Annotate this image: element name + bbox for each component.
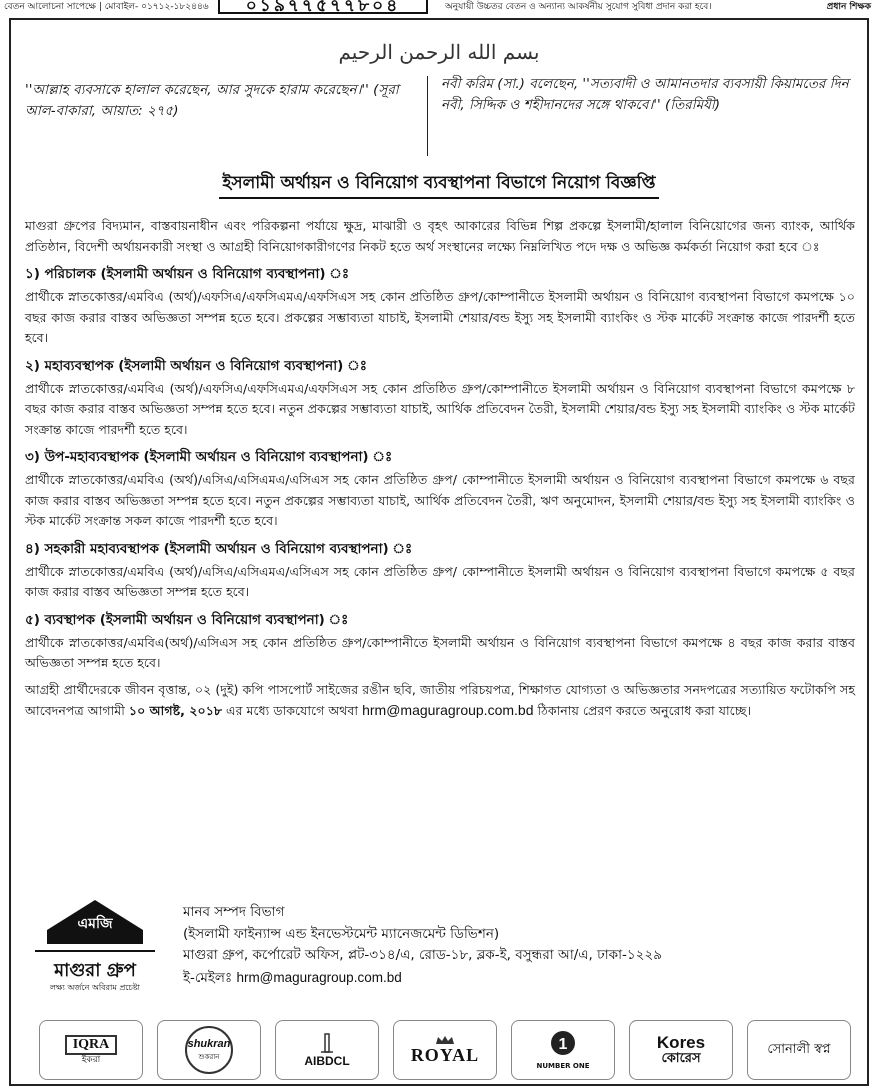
salary-benefit-note: অনুযায়ী উচ্চতর বেতন ও অন্যান্য আকর্ষনীয় সুযোগ সুবিধা প্রদান করা হবে। <box>445 2 712 12</box>
minaret-icon <box>319 1032 335 1054</box>
brand-iqra-sub: ইকরা <box>81 1054 101 1065</box>
brand-royal <box>393 1020 497 1080</box>
application-paragraph <box>25 680 855 722</box>
position-4-heading: ৪) সহকারী মহাব্যবস্থাপক (ইসলামী অর্থায়ন ও বিনিয়োগ ব্যবস্থাপনা) ঃ <box>25 540 413 557</box>
signatory-label: প্রধান শিক্ষক <box>826 2 871 12</box>
brand-iqra-name: IQRA <box>65 1035 118 1055</box>
position-1-heading: ১) পরিচালক (ইসলামী অর্থায়ন ও বিনিয়োগ ব্যবস্থাপনা) ঃ <box>25 266 350 282</box>
svg-text:1: 1 <box>558 1035 568 1053</box>
brand-kores-sub: কোরেস <box>661 1050 701 1065</box>
salary-contact-note: বেতন আলোচনা সাপেক্ষে | মোবাইল- ০১৭১২-১৮২৪৪৬ <box>4 2 209 12</box>
application-email-link[interactable]: hrm@maguragroup.com.bd <box>362 702 534 718</box>
brand-logo-row <box>39 1020 851 1082</box>
position-2-heading: ২) মহাব্যবস্থাপক (ইসলামী অর্থায়ন ও বিনিয়োগ ব্যবস্থাপনা) ঃ <box>25 357 367 374</box>
advertisement-frame <box>9 18 869 1086</box>
brand-number-one <box>511 1020 615 1080</box>
brand-kores-name: Kores <box>656 1033 706 1052</box>
position-1-text: প্রার্থীকে স্নাতকোত্তর/এমবিএ (অর্থ)/এফসিএ/এফসিএমএ/এফসিএস সহ কোন প্রতিষ্ঠিত গ্রুপ/কোম্পানীতে ইসলামী অর্থায়ন ও বিনিয়োগ ব্যবস্থাপনা বিভাগে কমপক্ষে ১০ বছর কাজ করার বাস্তব অভিজ্ঞতা সম্পন্ন হতে হবে। প্রকল্পের সম্ভাব্যতা যাচাই, ইসলামী শেয়ার/বন্ড ইস্যু সহ ইসলামী ব্যাংকিং ও স্টক মার্কেট সংক্রান্ত কাজে পারদর্শী হতে হবে। <box>25 289 855 345</box>
position-5-heading: ৫) ব্যবস্থাপক (ইসলামী অর্থায়ন ও বিনিয়োগ ব্যবস্থাপনা) ঃ <box>25 611 349 628</box>
position-2-text: প্রার্থীকে স্নাতকোত্তর/এমবিএ (অর্থ)/এফসিএ/এফসিএমএ/এফসিএস সহ কোন প্রতিষ্ঠিত গ্রুপ/কোম্পানীতে ইসলামী অর্থায়ন ও বিনিয়োগ ব্যবস্থাপনা বিভাগে কমপক্ষে ৮ বছর কাজ করার বাস্তব অভিজ্ঞতা সম্পন্ন হতে হবে। নতুন প্রকল্পের সম্ভাব্যতা যাচাই, আর্থিক প্রতিবেদন তৈরী, ইসলামী শেয়ার/বন্ড ইস্যু সহ ইসলামী ব্যাংকিং ও স্টক মার্কেট সংক্রান্ত কাজে পারদর্শী হতে হবে। <box>25 380 855 437</box>
logo-company-name: মাগুরা গ্রুপ <box>35 950 155 987</box>
logo-badge-text: এমজি <box>77 916 113 932</box>
brand-iqra <box>39 1020 143 1080</box>
number-one-icon <box>550 1029 576 1061</box>
contact-address: মাগুরা গ্রুপ, কর্পোরেট অফিস, প্লট-৩১৪/এ, রোড-১৮, ব্লক-ই, বসুন্ধরা আ/এ, ঢাকা-১২২৯ <box>183 947 662 963</box>
position-3-heading: ৩) উপ-মহাব্যবস্থাপক (ইসলামী অর্থায়ন ও বিনিয়োগ ব্যবস্থাপনা) ঃ <box>25 449 393 465</box>
notice-title: ইসলামী অর্থায়ন ও বিনিয়োগ ব্যবস্থাপনা বিভাগে নিয়োগ বিজ্ঞপ্তি <box>219 172 660 199</box>
header-strip <box>0 0 879 14</box>
application-text-end: ঠিকানায় প্রেরণ করতে অনুরোধ করা যাচ্ছে। <box>533 703 752 718</box>
contact-email-link[interactable]: hrm@maguragroup.com.bd <box>236 969 402 985</box>
phone-number-box: ০১৯৭৭৫৭৭৮০৪ <box>218 0 428 14</box>
brand-shukran-emblem <box>185 1026 233 1074</box>
brand-royal-name: ROYAL <box>410 1044 480 1065</box>
brand-aibdcl-name: AIBDCL <box>304 1053 350 1068</box>
notice-body <box>25 216 855 728</box>
contact-email-label: ই-মেইলঃ <box>183 969 237 986</box>
notice-title-wrapper <box>11 172 867 199</box>
contact-email-line <box>183 967 863 990</box>
quran-quote: ''আল্লাহ ব্যবসাকে হালাল করেছেন, আর সুদকে হারাম করেছেন।'' (সূরা আল-বাকারা, আয়াত: ২৭৫) <box>25 82 399 119</box>
position-5-text: প্রার্থীকে স্নাতকোত্তর/এমবিএ(অর্থ)/এসিএস সহ কোন প্রতিষ্ঠিত গ্রুপ/কোম্পানীতে ইসলামী অর্থায়ন ও বিনিয়োগ ব্যবস্থাপনা বিভাগে কমপক্ষে ৪ বছর কাজ করার বাস্তব অভিজ্ঞতা সম্পন্ন হতে হবে। <box>25 634 855 670</box>
intro-paragraph: মাগুরা গ্রুপের বিদ্যমান, বাস্তবায়নাধীন এবং পরিকল্পনা পর্যায়ে ক্ষুদ্র, মাঝারী ও বৃহৎ আকারের বিভিন্ন শিল্প প্রকল্পে ইসলামী/হালাল বিনিয়োগের জন্য ব্যাংক, আর্থিক প্রতিষ্ঠান, বিদেশী অর্থায়নকারী সংস্থা ও আগ্রহী বিনিয়োগকারীগণের নিকট হতে অর্থ সংস্থানের লক্ষ্যে নিম্নলিখিত পদে দক্ষ ও অভিজ্ঞ কর্মকর্তা নিয়োগ করা হবে ঃ <box>25 218 855 254</box>
contact-department: মানব সম্পদ বিভাগ <box>183 904 285 920</box>
position-3-text: প্রার্থীকে স্নাতকোত্তর/এমবিএ (অর্থ)/এসিএ/এসিএমএ/এসিএস সহ কোন প্রতিষ্ঠিত গ্রুপ/ কোম্পানীতে ইসলামী অর্থায়ন ও বিনিয়োগ ব্যবস্থাপনা বিভাগে কমপক্ষে ৬ বছর কাজ করার বাস্তব অভিজ্ঞতা সম্পন্ন হতে হবে। নতুন প্রকল্পের সম্ভাব্যতা যাচাই, আর্থিক প্রতিবেদন তৈরী, ঋণ অনুমোদন, ইসলামী শেয়ার/বন্ড ইস্যু সহ ইসলামী ব্যাংকিং ও স্টক মার্কেট সংক্রান্ত সকল কাজে পারদর্শী হতে হবে। <box>25 472 855 528</box>
quote-divider <box>427 76 428 156</box>
brand-shukran <box>157 1020 261 1080</box>
brand-aibdcl <box>275 1020 379 1080</box>
brand-sonali-swapno-name: সোনালী স্বপ্ন <box>767 1041 831 1057</box>
hadith-quote: নবী করিম (সা.) বলেছেন, ''সত্যবাদী ও আমানতদার ব্যবসায়ী কিয়ামতের দিন নবী, সিদ্দিক ও শহীদানদের সঙ্গে থাকবে।'' (তিরমিযী) <box>441 76 849 113</box>
brand-shukran-sub: শুকরান <box>198 1053 220 1061</box>
application-text-after: এর মধ্যে ডাকযোগে অথবা <box>222 703 363 718</box>
brand-sonali-swapno <box>747 1020 851 1080</box>
brand-shukran-name: shukran <box>187 1038 231 1050</box>
brand-number-one-name: NUMBER ONE <box>536 1061 590 1070</box>
logo-tagline: লক্ষ্য অর্জনে অবিরাম প্রচেষ্টা <box>50 983 140 992</box>
crown-icon <box>435 1035 455 1045</box>
position-4-text: প্রার্থীকে স্নাতকোত্তর/এমবিএ (অর্থ)/এসিএ/এসিএমএ/এসিএস সহ কোন প্রতিষ্ঠিত গ্রুপ/ কোম্পানীতে ইসলামী অর্থায়ন ও বিনিয়োগ ব্যবস্থাপনা বিভাগে কমপক্ষে ৫ বছর কাজ করার বাস্তব অভিজ্ঞতা সম্পন্ন হতে হবে। <box>25 563 855 599</box>
brand-kores <box>629 1020 733 1080</box>
bismillah-calligraphy: بسم الله الرحمن الرحيم <box>338 40 540 64</box>
contact-block <box>183 902 863 989</box>
application-deadline: ১০ আগষ্ট, ২০১৮ <box>128 703 223 718</box>
contact-division: (ইসলামী ফাইন্যান্স এন্ড ইনভেস্টমেন্ট ম্যানেজমেন্ট ডিভিশন) <box>183 925 500 942</box>
application-text-before: আগ্রহী প্রার্থীদেরকে জীবন বৃত্তান্ত, ০২ (দুই) কপি পাসপোর্ট সাইজের রঙীন ছবি, জাতীয় পরিচয়পত্র, শিক্ষাগত যোগ্যতা ও অভিজ্ঞতার সনদপত্রের সত্যায়িত ফটোকপি সহ আবেদনপত্র আগামী <box>25 681 855 718</box>
magura-group-logo <box>35 900 155 1010</box>
